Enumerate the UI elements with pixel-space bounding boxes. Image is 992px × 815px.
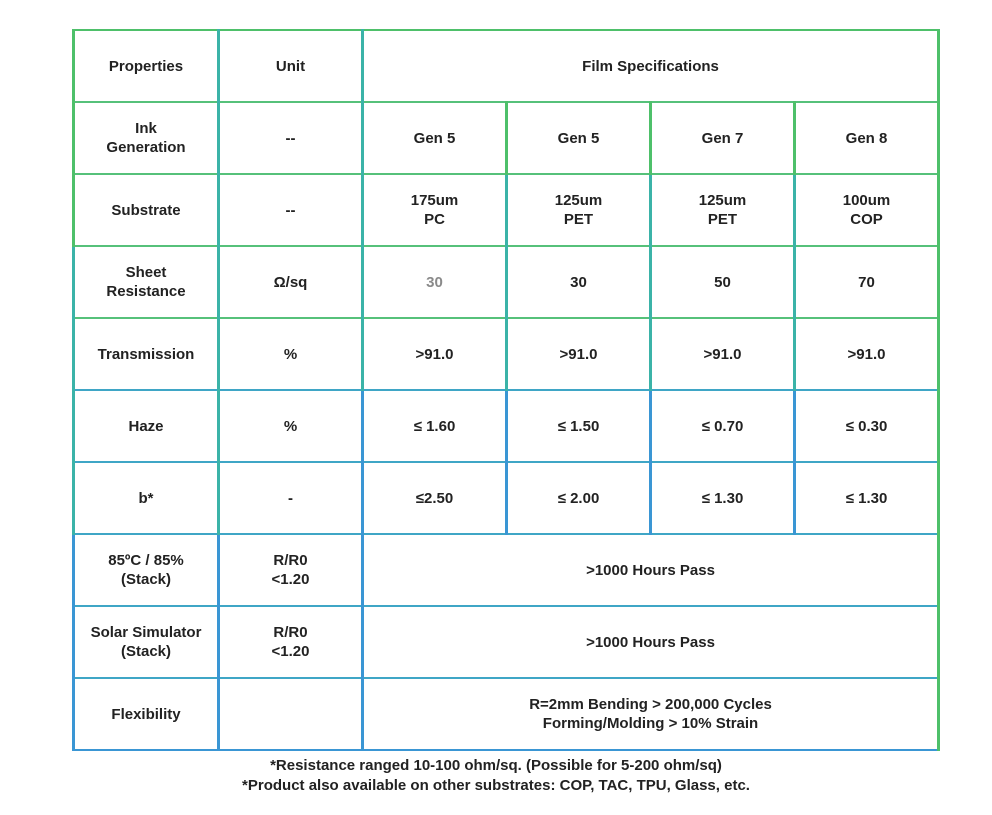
- row-value: Gen 7: [651, 102, 795, 174]
- row-value: ≤ 0.70: [651, 390, 795, 462]
- row-value: ≤ 1.60: [363, 390, 507, 462]
- row-property: 85ºC / 85% (Stack): [74, 534, 219, 606]
- row-property: Solar Simulator (Stack): [74, 606, 219, 678]
- row-merged-value: >1000 Hours Pass: [363, 606, 939, 678]
- table-row: [74, 678, 939, 750]
- table-row: [74, 102, 939, 174]
- table-row: [74, 534, 939, 606]
- row-unit: --: [219, 102, 363, 174]
- row-property: Haze: [74, 390, 219, 462]
- row-value: 175um PC: [363, 174, 507, 246]
- row-value: ≤ 1.30: [795, 462, 939, 534]
- row-value: ≤ 2.00: [507, 462, 651, 534]
- row-value: ≤ 1.50: [507, 390, 651, 462]
- row-value: Gen 5: [507, 102, 651, 174]
- row-value: Gen 8: [795, 102, 939, 174]
- row-merged-value: >1000 Hours Pass: [363, 534, 939, 606]
- table-row: [74, 246, 939, 318]
- row-value: ≤ 1.30: [651, 462, 795, 534]
- row-property: Sheet Resistance: [74, 246, 219, 318]
- table-row: [74, 390, 939, 462]
- row-value: >91.0: [795, 318, 939, 390]
- row-unit: [219, 678, 363, 750]
- row-value: 100um COP: [795, 174, 939, 246]
- row-property: Flexibility: [74, 678, 219, 750]
- row-value: 50: [651, 246, 795, 318]
- row-value: >91.0: [507, 318, 651, 390]
- footnote-substrates: *Product also available on other substrates: COP, TAC, TPU, Glass, etc.: [242, 777, 750, 794]
- row-value: 30: [507, 246, 651, 318]
- row-property: b*: [74, 462, 219, 534]
- row-merged-value: R=2mm Bending > 200,000 Cycles Forming/Molding > 10% Strain: [363, 678, 939, 750]
- row-value: 125um PET: [507, 174, 651, 246]
- table-header-row: [74, 30, 939, 102]
- row-unit: %: [219, 390, 363, 462]
- row-value: Gen 5: [363, 102, 507, 174]
- row-value: 70: [795, 246, 939, 318]
- footnote-resistance: *Resistance ranged 10-100 ohm/sq. (Possible for 5-200 ohm/sq): [270, 757, 722, 774]
- header-unit: Unit: [219, 30, 363, 102]
- row-unit: -: [219, 462, 363, 534]
- row-property: Transmission: [74, 318, 219, 390]
- row-unit: R/R0 <1.20: [219, 606, 363, 678]
- table-row: [74, 606, 939, 678]
- header-film-specifications: Film Specifications: [363, 30, 939, 102]
- row-unit: R/R0 <1.20: [219, 534, 363, 606]
- row-value: 125um PET: [651, 174, 795, 246]
- table-row: [74, 174, 939, 246]
- row-value: 30: [363, 246, 507, 318]
- table-row: [74, 462, 939, 534]
- row-value: ≤2.50: [363, 462, 507, 534]
- footnotes: [0, 756, 992, 796]
- row-property: Ink Generation: [74, 102, 219, 174]
- row-unit: %: [219, 318, 363, 390]
- row-unit: --: [219, 174, 363, 246]
- header-properties: Properties: [74, 30, 219, 102]
- row-unit: Ω/sq: [219, 246, 363, 318]
- row-property: Substrate: [74, 174, 219, 246]
- row-value: >91.0: [651, 318, 795, 390]
- row-value: ≤ 0.30: [795, 390, 939, 462]
- film-spec-table: [72, 29, 940, 751]
- table-row: [74, 318, 939, 390]
- row-value: >91.0: [363, 318, 507, 390]
